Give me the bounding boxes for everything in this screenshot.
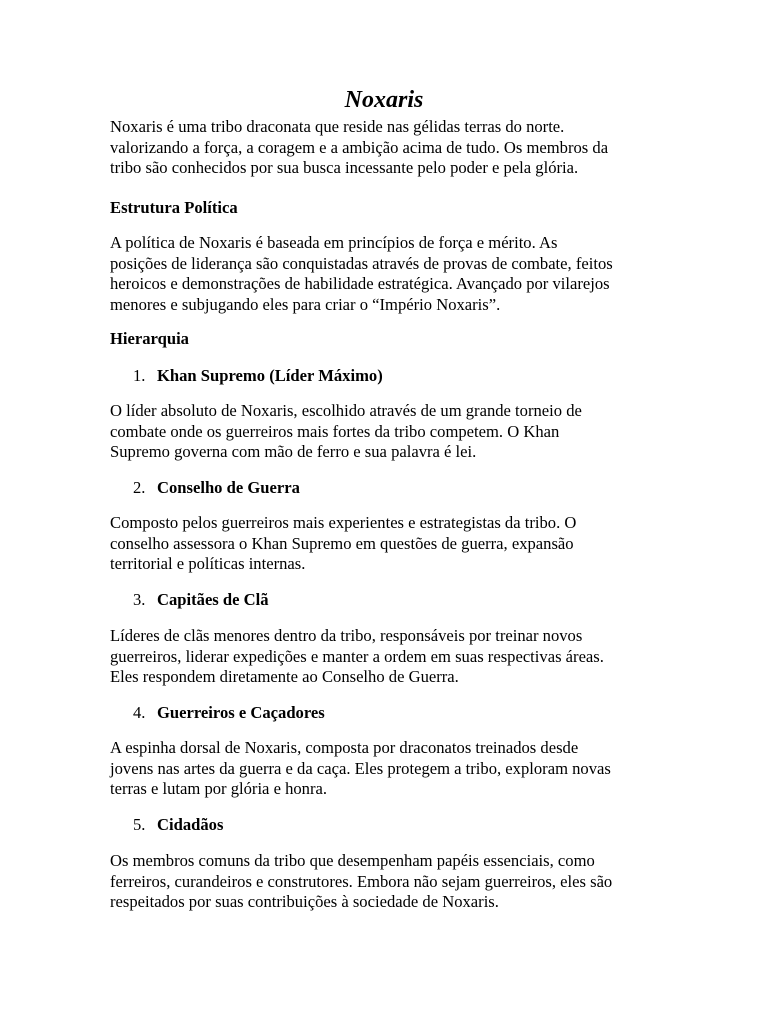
text-line: O líder absoluto de Noxaris, escolhido através de um grande torneio de (110, 401, 582, 420)
text-line: Eles respondem diretamente ao Conselho de Guerra. (110, 667, 459, 686)
text-line: heroicos e demonstrações de habilidade estratégica. Avançado por vilarejos (110, 274, 610, 293)
list-item-paragraph (110, 513, 670, 575)
list-item-paragraph (110, 851, 670, 913)
text-line: respeitados por suas contribuições à sociedade de Noxaris. (110, 892, 499, 911)
list-item-heading (133, 478, 300, 498)
text-line: menores e subjugando eles para criar o “Império Noxaris”. (110, 294, 501, 314)
text-line: combate onde os guerreiros mais fortes da tribo competem. O Khan (110, 421, 560, 441)
list-number: 4. (133, 703, 146, 722)
list-item-title: Cidadãos (157, 815, 224, 834)
list-item-heading (133, 366, 383, 386)
list-number: 5. (133, 815, 146, 834)
text-line: jovens nas artes da guerra e da caça. Eles protegem a tribo, exploram novas (110, 758, 611, 778)
list-item-paragraph (110, 401, 670, 463)
text-line: tribo são conhecidos por sua busca incessante pelo poder e pela glória. (110, 158, 579, 177)
list-item-title: Capitães de Clã (157, 590, 269, 609)
text-line: posições de liderança são conquistadas através de provas de combate, feitos (110, 253, 613, 273)
text-line: A espinha dorsal de Noxaris, composta por draconatos treinados desde (110, 738, 579, 757)
section-heading-hierarchy: Hierarquia (110, 329, 189, 348)
text-line: Noxaris é uma tribo draconata que reside nas gélidas terras do norte. (110, 117, 565, 136)
list-item-title: Khan Supremo (Líder Máximo) (157, 366, 383, 385)
politics-paragraph (110, 233, 670, 315)
text-line: guerreiros, liderar expedições e manter a ordem em suas respectivas áreas. (110, 646, 604, 666)
text-line: territorial e políticas internas. (110, 554, 306, 573)
text-line: Líderes de clãs menores dentro da tribo, responsáveis por treinar novos (110, 626, 583, 645)
list-item-heading (133, 590, 269, 610)
text-line: Supremo governa com mão de ferro e sua palavra é lei. (110, 442, 477, 461)
text-line: Os membros comuns da tribo que desempenham papéis essenciais, como (110, 851, 595, 870)
intro-paragraph (110, 117, 670, 179)
list-number: 3. (133, 590, 146, 609)
list-item-paragraph (110, 738, 670, 800)
list-item-heading (133, 703, 325, 723)
document-title: Noxaris (344, 87, 424, 113)
list-item-title: Guerreiros e Caçadores (157, 703, 325, 722)
list-item-title: Conselho de Guerra (157, 478, 300, 497)
list-number: 2. (133, 478, 146, 497)
list-number: 1. (133, 366, 146, 385)
section-heading-politics: Estrutura Política (110, 198, 238, 217)
list-item-paragraph (110, 626, 670, 688)
text-line: Composto pelos guerreiros mais experientes e estrategistas da tribo. O (110, 513, 577, 532)
list-item-heading (133, 815, 223, 835)
text-line: A política de Noxaris é baseada em princípios de força e mérito. As (110, 233, 558, 252)
text-line: conselho assessora o Khan Supremo em questões de guerra, expansão (110, 533, 574, 553)
text-line: ferreiros, curandeiros e construtores. Embora não sejam guerreiros, eles são (110, 871, 613, 891)
text-line: terras e lutam por glória e honra. (110, 779, 328, 798)
text-line: valorizando a força, a coragem e a ambição acima de tudo. Os membros da (110, 137, 609, 157)
